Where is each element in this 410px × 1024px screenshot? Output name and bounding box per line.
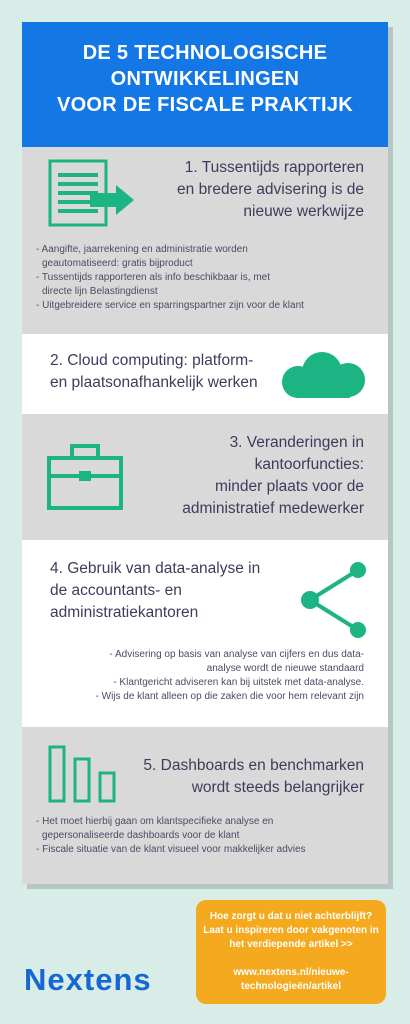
nextens-logo: Nextens — [24, 962, 152, 997]
header-title-line1: DE 5 TECHNOLOGISCHE — [82, 42, 328, 64]
header-title-line3: VOOR DE FISCALE PRAKTIJK — [56, 94, 354, 116]
share-icon — [298, 560, 368, 640]
section-2 — [22, 334, 388, 414]
section-1 — [22, 147, 388, 334]
cloud-icon — [276, 350, 372, 400]
section-3 — [22, 414, 388, 540]
section-3-title: 3. Veranderingen in kantoorfuncties: minder plaats voor de administratief medewerker — [182, 434, 364, 517]
cta-link-line-1[interactable]: www.nextens.nl/nieuwe- — [233, 967, 349, 978]
section-5-bullets: - Het moet hierbij gaan om klantspecifieke analyse en gepersonaliseerde dashboards voor de klant - Fiscale situatie van de klant visueel voor makkelijker advies — [36, 816, 306, 855]
briefcase-icon — [46, 442, 124, 512]
cta-line-1: Hoe zorgt u dat u niet achterblijft? — [209, 911, 373, 922]
section-1-bullets: - Aangifte, jaarrekening en administratie worden geautomatiseerd: gratis bijproduct - Tussentijds rapporteren als info beschikbaar is, met directe lijn Belastingdienst - Uitgebreidere service en sparringspartner zijn voor de klant — [36, 244, 304, 311]
cta-line-3: het verdiepende artikel >> — [229, 939, 353, 950]
header-banner — [22, 22, 388, 147]
section-5 — [22, 727, 388, 884]
section-5-title: 5. Dashboards en benchmarken wordt steeds belangrijker — [143, 757, 364, 796]
section-1-title: 1. Tussentijds rapporteren en bredere advisering is de nieuwe werkwijze — [177, 159, 364, 220]
cta-box[interactable] — [196, 900, 386, 1004]
section-4-title: 4. Gebruik van data-analyse in de accountants- en administratiekantoren — [50, 560, 261, 621]
section-2-title: 2. Cloud computing: platform- en plaatsonafhankelijk werken — [50, 352, 258, 391]
section-4 — [22, 540, 388, 727]
bar-chart-icon — [48, 745, 118, 803]
header-title-line2: ONTWIKKELINGEN — [110, 68, 300, 90]
section-4-bullets: - Advisering op basis van analyse van cijfers en dus data- analyse wordt de nieuwe standaard - Klantgericht adviseren kan bij uitstek met data-analyse. - Wijs de klant alleen op die zaken die voor hem relevant zijn — [95, 649, 364, 702]
cta-line-2: Laat u inspireren door vakgenoten in — [203, 925, 379, 936]
document-arrow-icon — [48, 159, 136, 229]
cta-link-line-2[interactable]: technologieën/artikel — [240, 981, 342, 992]
